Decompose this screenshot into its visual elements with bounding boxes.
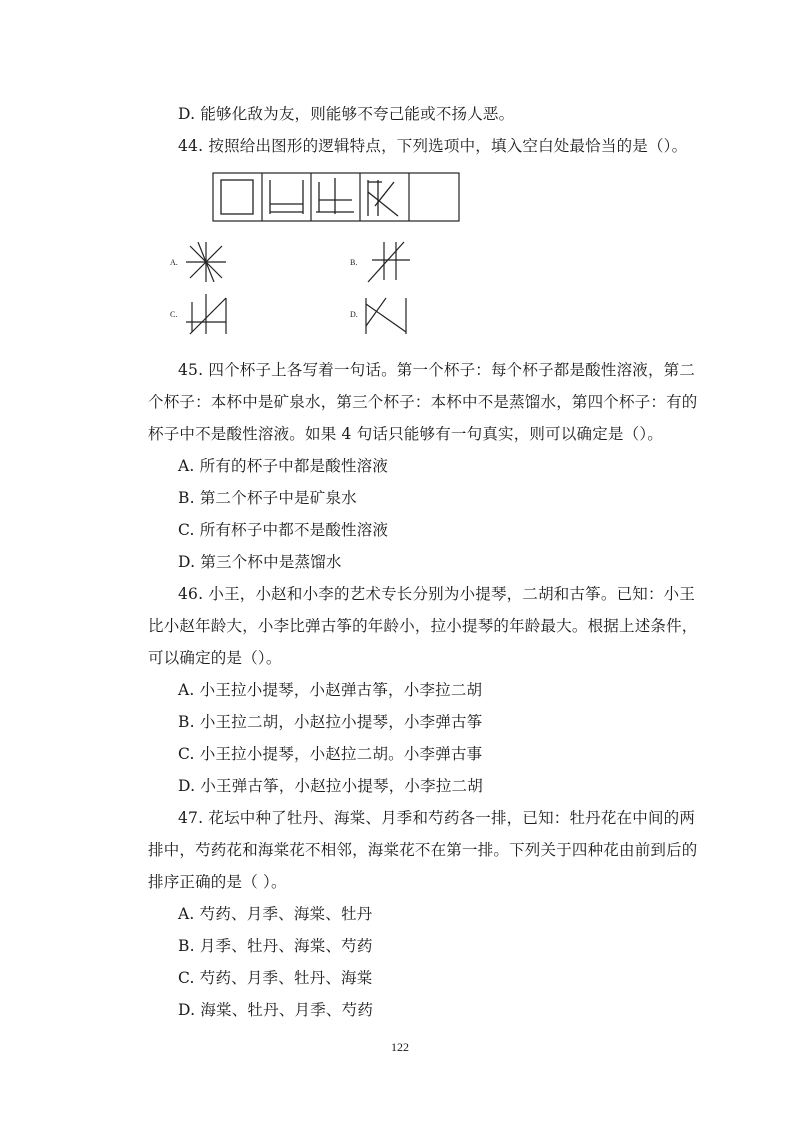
q44-option-d-label[interactable]: D. (350, 310, 358, 319)
q47-stem-line-3: 排序正确的是（ ）。 (148, 873, 287, 891)
q47-stem-line-2: 排中，芍药花和海棠花不相邻，海棠花不在第一排。下列关于四种花由前到后的 (148, 841, 698, 859)
figure-cell-3 (316, 178, 354, 214)
figure-cell-2 (270, 180, 303, 214)
q45-option-c[interactable]: C. 所有杯子中都不是酸性溶液 (178, 521, 389, 539)
q44-option-b-label[interactable]: B. (350, 258, 358, 267)
q44-option-c-figure[interactable] (182, 294, 232, 336)
q45-stem-line-3: 杯子中不是酸性溶液。如果 4 句话只能够有一句真实，则可以确定是（）。 (148, 425, 663, 443)
q47-option-d[interactable]: D. 海棠、牡丹、月季、芍药 (178, 1001, 374, 1019)
q44-option-b-figure[interactable] (360, 240, 412, 284)
q44-stem: 44. 按照给出图形的逻辑特点，下列选项中，填入空白处最恰当的是（）。 (178, 137, 688, 155)
q44-sequence-figure (212, 172, 460, 222)
q46-stem-line-2: 比小赵年龄大，小李比弹古筝的年龄小，拉小提琴的年龄最大。根据上述条件， (148, 617, 698, 635)
q46-stem-line-1: 46. 小王，小赵和小李的艺术专长分别为小提琴，二胡和古筝。已知：小王 (178, 585, 696, 603)
q45-stem-line-2: 个杯子：本杯中是矿泉水，第三个杯子：本杯中不是蒸馏水，第四个杯子：有的 (148, 393, 698, 411)
q45-option-d[interactable]: D. 第三个杯中是蒸馏水 (178, 553, 342, 571)
q46-option-d[interactable]: D. 小王弹古筝，小赵拉小提琴，小李拉二胡 (178, 777, 483, 795)
q47-option-b[interactable]: B. 月季、牡丹、海棠、芍药 (178, 937, 373, 955)
q47-option-a[interactable]: A. 芍药、月季、海棠、牡丹 (178, 905, 373, 923)
q44-option-a-figure[interactable] (182, 242, 230, 282)
q44-option-a-label[interactable]: A. (170, 258, 178, 267)
q45-option-a[interactable]: A. 所有的杯子中都是酸性溶液 (178, 457, 389, 475)
q46-option-a[interactable]: A. 小王拉小提琴，小赵弹古筝，小李拉二胡 (178, 681, 483, 699)
q45-option-b[interactable]: B. 第二个杯子中是矿泉水 (178, 489, 357, 507)
q45-stem-line-1: 45. 四个杯子上各写着一句话。第一个杯子：每个杯子都是酸性溶液，第二 (178, 361, 696, 379)
q47-option-c[interactable]: C. 芍药、月季、牡丹、海棠 (178, 969, 373, 987)
q44-options (160, 236, 460, 336)
q46-stem-line-3: 可以确定的是（）。 (148, 649, 282, 667)
q44-option-c-label[interactable]: C. (170, 310, 178, 319)
q46-option-b[interactable]: B. 小王拉二胡，小赵拉小提琴，小李弹古筝 (178, 713, 483, 731)
q46-option-c[interactable]: C. 小王拉小提琴，小赵拉二胡。小李弹古事 (178, 745, 483, 763)
figure-cell-square (221, 180, 253, 214)
figure-cell-4 (368, 180, 398, 216)
q44-option-d-figure[interactable] (362, 294, 412, 336)
q43-option-d: D. 能够化敌为友，则能够不夸己能或不扬人恶。 (178, 105, 515, 123)
page-number: 122 (391, 1040, 409, 1054)
q47-stem-line-1: 47. 花坛中种了牡丹、海棠、月季和芍药各一排，已知：牡丹花在中间的两 (178, 809, 696, 827)
